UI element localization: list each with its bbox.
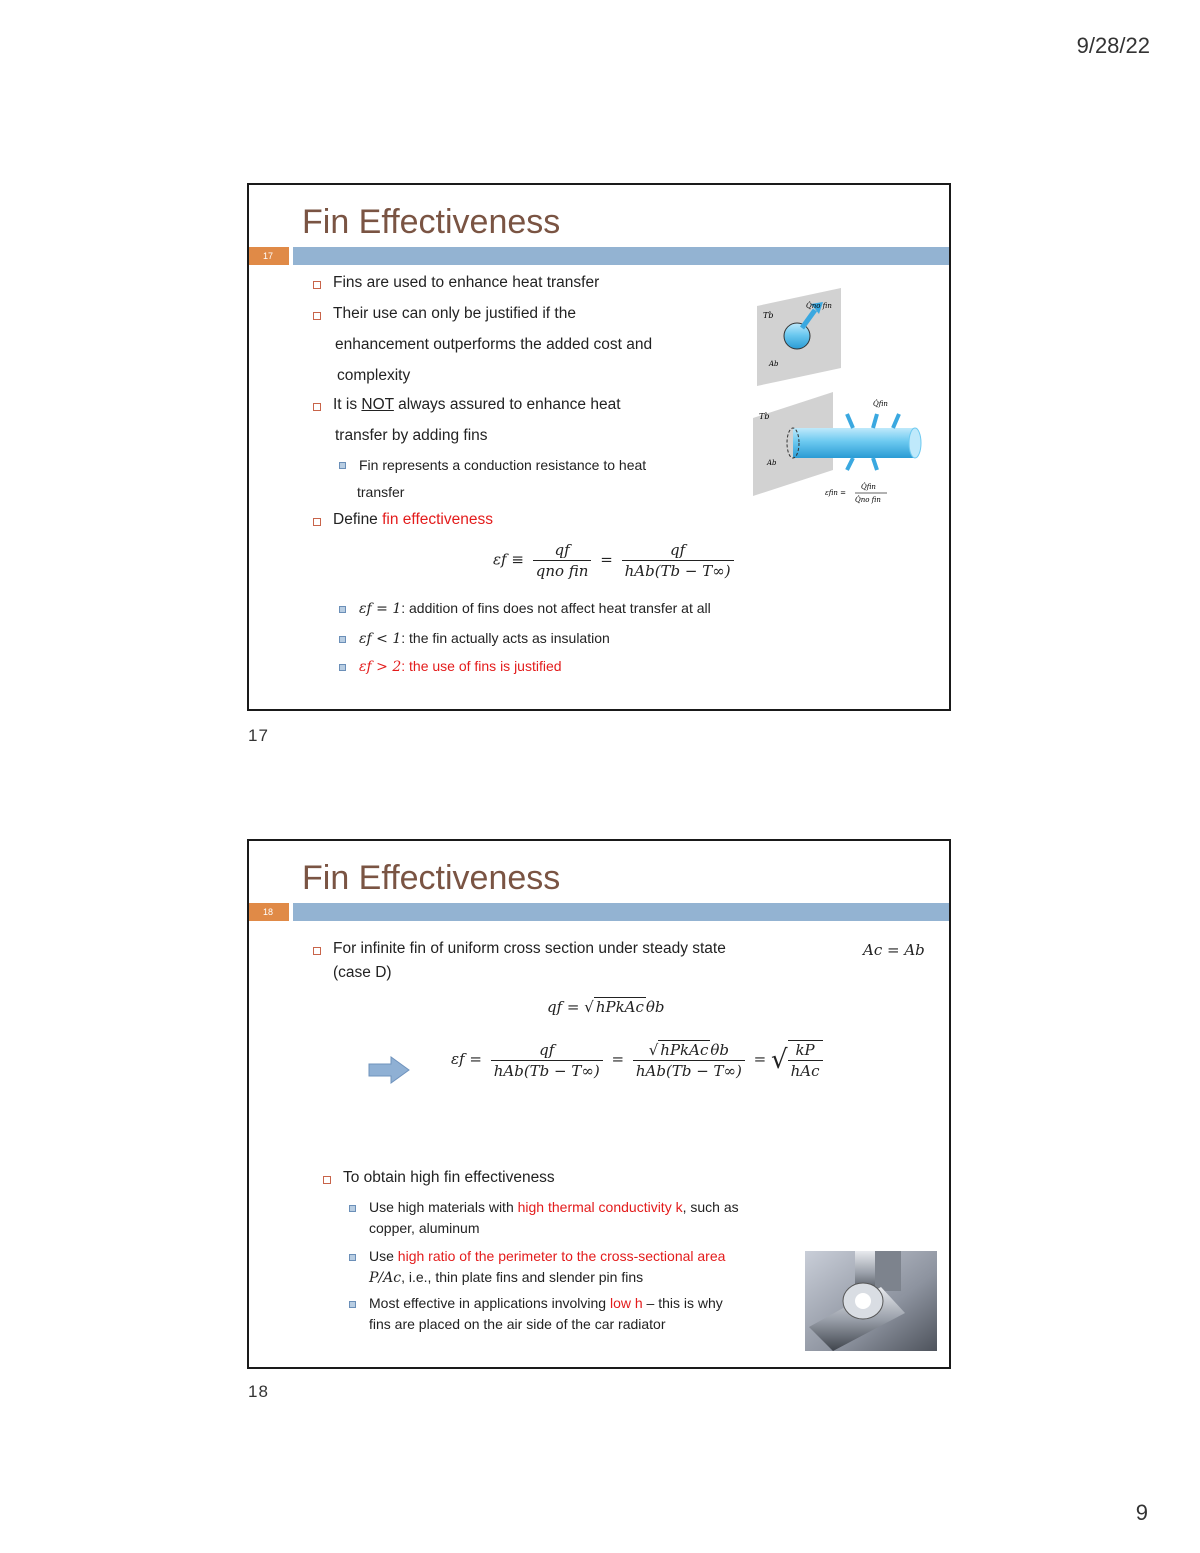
- formula-lhs: εfin =: [825, 489, 847, 497]
- bullet-define: Define fin effectiveness: [333, 511, 493, 528]
- bullet-fins-enhance: Fins are used to enhance heat transfer: [333, 274, 600, 291]
- area-equality: Ac = Ab: [863, 941, 925, 959]
- page-date: 9/28/22: [1076, 33, 1150, 58]
- sub-bullet-marker: [339, 636, 346, 643]
- label-ab-top: Ab: [769, 360, 779, 368]
- formula-num: Q̇fin: [861, 483, 876, 491]
- sub-bullet-marker: [349, 1254, 356, 1261]
- slide-title: Fin Effectiveness: [302, 203, 561, 241]
- slide-18: [247, 839, 951, 1369]
- effectiveness-equation: εf ≡ $\frac{qf}{\text{qno fin}}$ = $\frac{qf}{\text{hAb(Tb − T∞)}}$: [493, 541, 738, 580]
- sub-bullet-marker: [349, 1301, 356, 1308]
- pin-fin-photo: [805, 1251, 937, 1351]
- sub-bullet-marker: [339, 664, 346, 671]
- slide-title: Fin Effectiveness: [302, 859, 561, 897]
- slide-number-tab: 17: [249, 247, 289, 265]
- bullet-not-assured-line2: transfer by adding fins: [335, 427, 488, 444]
- sub-bullet-perimeter-ratio-line2: P/Ac, i.e., thin plate fins and slender pin fins: [369, 1269, 644, 1286]
- bullet-marker: [313, 281, 321, 289]
- bullet-marker: [313, 312, 321, 320]
- sub-bullet-conduction: Fin represents a conduction resistance to heat: [359, 457, 647, 473]
- slide-number-tab: 18: [249, 903, 289, 921]
- effectiveness-derivation: εf = $\frac{qf}{\text{hAb(Tb − T∞)}}$ = $\frac{\text{√ hPkAc θb}}{\text{hAb(Tb − T∞)}}$ = √ $\frac{kP}{\text{hAc}}$: [451, 1040, 827, 1080]
- implies-arrow: [367, 1055, 411, 1085]
- slide-18-label: 18: [248, 1382, 269, 1401]
- page-number: 9: [1135, 1500, 1148, 1525]
- slide-17-label: 17: [248, 726, 269, 745]
- bullet-justified-line1: Their use can only be justified if the: [333, 305, 576, 322]
- sub-bullet-marker: [349, 1205, 356, 1212]
- sub-bullet-marker: [339, 606, 346, 613]
- bullet-not-assured: It is NOT always assured to enhance heat: [333, 396, 621, 413]
- fin-effectiveness-diagram: [749, 288, 949, 518]
- sub-bullet-perimeter-ratio: Use high ratio of the perimeter to the cross-sectional area: [369, 1248, 726, 1264]
- pin-fin-tip: [909, 428, 921, 458]
- bullet-justified-line2: enhancement outperforms the added cost and: [335, 336, 653, 353]
- bullet-marker: [313, 403, 321, 411]
- sub-bullet-marker: [339, 462, 346, 469]
- case-greater-two: εf > 2: the use of fins is justified: [359, 658, 562, 675]
- base-circle: [784, 323, 810, 349]
- bullet-infinite-fin-line2: (case D): [333, 964, 392, 981]
- bullet-marker: [313, 518, 321, 526]
- sub-bullet-conductivity: Use high materials with high thermal conductivity k, such as: [369, 1199, 739, 1215]
- heat-rate-equation: qf = √ hPkAc θb: [547, 998, 665, 1016]
- label-qnofin: Q̇no fin: [806, 302, 832, 310]
- label-qfin: Q̇fin: [873, 400, 888, 408]
- label-ab-bottom: Ab: [767, 459, 777, 467]
- bullet-high-effectiveness: To obtain high fin effectiveness: [343, 1169, 555, 1186]
- title-underline-bar: [293, 903, 949, 921]
- bullet-justified-line3: complexity: [337, 367, 411, 384]
- bullet-infinite-fin: For infinite fin of uniform cross section under steady state: [333, 940, 726, 957]
- sub-bullet-conduction-line2: transfer: [357, 484, 405, 500]
- formula-den: Q̇no fin: [855, 496, 881, 504]
- title-underline-bar: [293, 247, 949, 265]
- label-tb-bottom: Tb: [759, 412, 770, 421]
- sub-bullet-conductivity-line2: copper, aluminum: [369, 1220, 480, 1236]
- slide-17: [247, 183, 951, 711]
- label-tb-top: Tb: [763, 311, 774, 320]
- case-less-one: εf < 1: the fin actually acts as insulation: [359, 630, 610, 647]
- pin-fin-body: [793, 428, 915, 458]
- sub-bullet-low-h: Most effective in applications involving low h – this is why: [369, 1295, 723, 1311]
- case-equal-one: εf = 1: addition of fins does not affect heat transfer at all: [359, 600, 711, 617]
- sub-bullet-low-h-line2: fins are placed on the air side of the car radiator: [369, 1316, 666, 1332]
- bullet-marker: [313, 947, 321, 955]
- bullet-marker: [323, 1176, 331, 1184]
